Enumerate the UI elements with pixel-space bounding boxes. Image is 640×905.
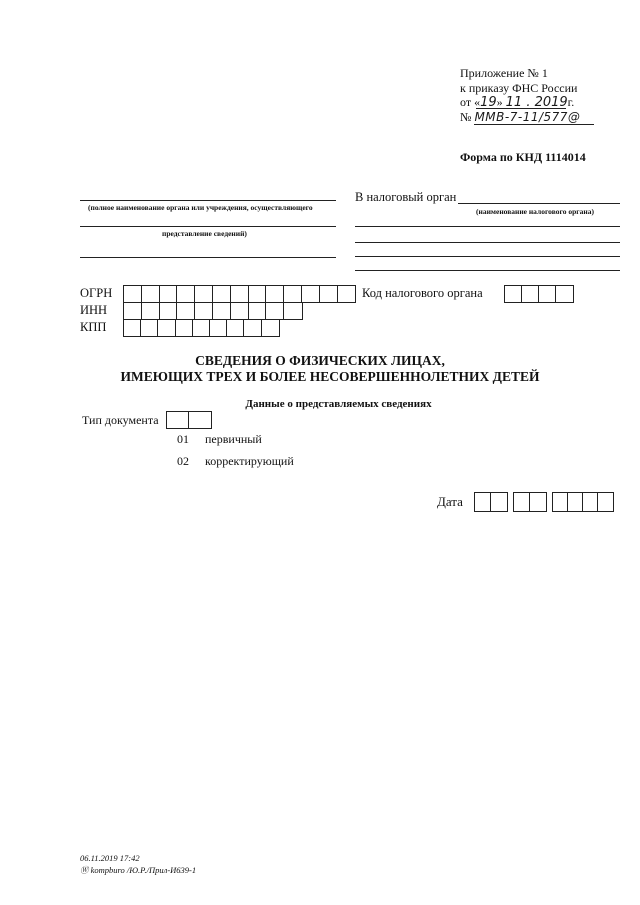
form-code: Форма по КНД 1114014 — [460, 150, 586, 164]
date-label: Дата — [437, 494, 463, 509]
tax-authority-line-2 — [355, 226, 620, 227]
tax-authority-line-5 — [355, 270, 620, 271]
date-day-cells[interactable] — [474, 492, 508, 512]
org-name-line-2 — [80, 226, 336, 227]
tax-authority-line-1 — [458, 203, 620, 204]
tax-authority-line-4 — [355, 256, 620, 257]
option-label: первичный — [205, 432, 262, 446]
number-prefix: № — [460, 110, 472, 124]
tax-code-label: Код налогового органа — [362, 286, 483, 300]
order-number — [460, 110, 580, 125]
title-line-1: СВЕДЕНИЯ О ФИЗИЧЕСКИХ ЛИЦАХ, — [195, 353, 445, 368]
doc-type-cells[interactable] — [166, 411, 212, 429]
order-label: к приказу ФНС России — [460, 81, 578, 95]
option-code: 01 — [177, 432, 189, 446]
ogrn-label: ОГРН — [80, 286, 113, 300]
doc-type-option-01 — [177, 432, 262, 447]
tax-authority-line-3 — [355, 242, 620, 243]
tax-authority-caption: (наименование налогового органа) — [476, 207, 594, 216]
handwritten-number: ММВ-7-11/577@ — [474, 110, 581, 124]
title-line-2: ИМЕЮЩИХ ТРЕХ И БОЛЕЕ НЕСОВЕРШЕННОЛЕТНИХ ДЕТЕЙ — [120, 369, 540, 384]
date-prefix: от « — [460, 95, 481, 109]
org-name-line-1 — [80, 200, 336, 201]
kpp-cells[interactable] — [123, 319, 280, 337]
number-underline — [474, 124, 594, 125]
inn-label: ИНН — [80, 303, 108, 317]
date-year-cells[interactable] — [552, 492, 614, 512]
ogrn-cells[interactable] — [123, 285, 356, 303]
footer-path: Ⓦ kompburo /Ю.Р./Прил-И639-1 — [80, 865, 197, 875]
org-name-line-3 — [80, 257, 336, 258]
doc-type-label: Тип документа — [82, 413, 159, 427]
section-subtitle: Данные о представляемых сведениях — [245, 398, 432, 410]
tax-authority-label: В налоговый орган — [355, 190, 457, 204]
org-caption-2: представление сведений) — [162, 229, 247, 238]
footer-timestamp: 06.11.2019 17:42 — [80, 853, 140, 863]
date-suffix: г. — [567, 95, 575, 109]
kpp-label: КПП — [80, 320, 107, 334]
handwritten-day: 19 — [480, 95, 497, 110]
option-label: корректирующий — [205, 454, 294, 468]
handwritten-month-year: 11 . 2019 — [505, 95, 568, 110]
doc-type-option-02 — [177, 454, 294, 469]
date-mid: » — [496, 95, 506, 109]
appendix-label: Приложение № 1 — [460, 66, 548, 80]
tax-code-cells[interactable] — [504, 285, 574, 303]
inn-cells[interactable] — [123, 302, 303, 320]
option-code: 02 — [177, 454, 189, 468]
date-underline — [476, 108, 566, 109]
date-month-cells[interactable] — [513, 492, 547, 512]
org-caption-1: (полное наименование органа или учреждения, осуществляющего — [88, 203, 313, 212]
